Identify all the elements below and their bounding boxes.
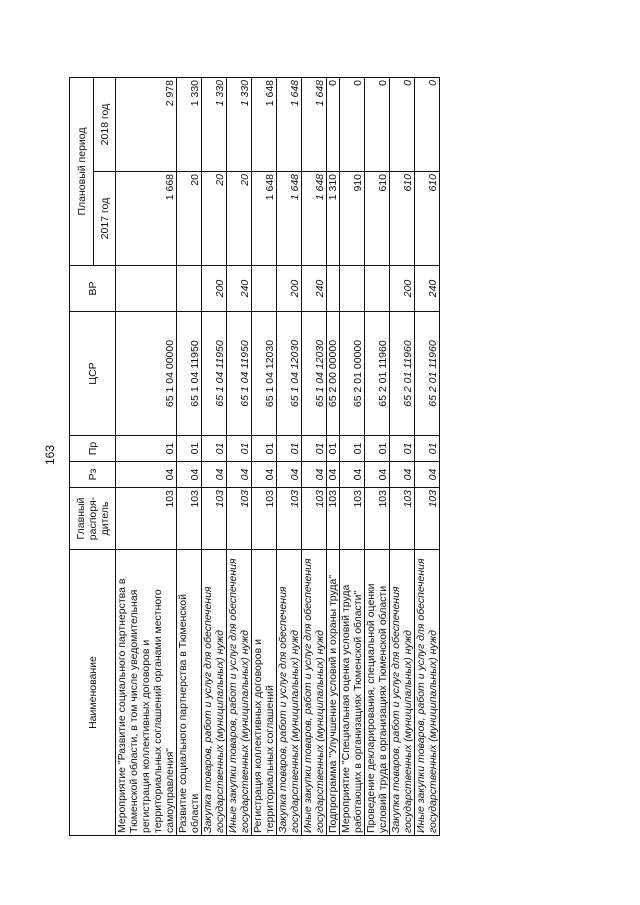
- cell-y2017: 20: [227, 172, 252, 266]
- table-row: [390, 78, 415, 836]
- col-header-pr: Пр: [70, 436, 116, 462]
- cell-csr: 65 1 04 11950: [227, 312, 252, 436]
- cell-pr: 01: [390, 436, 415, 462]
- cell-y2018: 1 648: [252, 78, 277, 172]
- cell-name: Закупка товаров, работ и услуг для обеспечения государственных (муниципальных) нужд: [277, 550, 302, 836]
- cell-pr: 01: [177, 436, 202, 462]
- budget-table: [69, 77, 440, 836]
- cell-gr: 103: [340, 488, 365, 550]
- cell-pr: 01: [327, 436, 340, 462]
- cell-pr: 01: [365, 436, 390, 462]
- cell-pr: 01: [116, 436, 177, 462]
- table-body: [116, 78, 440, 836]
- table-row: [227, 78, 252, 836]
- cell-y2017: 20: [202, 172, 227, 266]
- table-row: [327, 78, 340, 836]
- col-header-csr: ЦСР: [70, 312, 116, 436]
- cell-csr: 65 2 01 11960: [365, 312, 390, 436]
- cell-y2017: 910: [340, 172, 365, 266]
- cell-y2017: 610: [365, 172, 390, 266]
- cell-vr: [340, 266, 365, 312]
- cell-rz: 04: [340, 462, 365, 488]
- cell-y2017: 20: [177, 172, 202, 266]
- cell-y2018: 1 330: [202, 78, 227, 172]
- table-row: [202, 78, 227, 836]
- cell-name: Развитие социального партнерства в Тюменской области: [177, 550, 202, 836]
- table-row: [252, 78, 277, 836]
- cell-vr: 200: [202, 266, 227, 312]
- cell-gr: 103: [302, 488, 327, 550]
- cell-rz: 04: [202, 462, 227, 488]
- cell-vr: [116, 266, 177, 312]
- cell-rz: 04: [227, 462, 252, 488]
- cell-csr: 65 1 04 12030: [302, 312, 327, 436]
- cell-rz: 04: [177, 462, 202, 488]
- cell-gr: 103: [390, 488, 415, 550]
- table-row: [415, 78, 440, 836]
- cell-rz: 04: [390, 462, 415, 488]
- cell-name: Закупка товаров, работ и услуг для обеспечения государственных (муниципальных) нужд: [390, 550, 415, 836]
- cell-vr: [365, 266, 390, 312]
- cell-name: Регистрация коллективных договоров и территориальных соглашений: [252, 550, 277, 836]
- cell-vr: 240: [227, 266, 252, 312]
- cell-pr: 01: [302, 436, 327, 462]
- cell-vr: [177, 266, 202, 312]
- cell-csr: 65 1 04 12030: [277, 312, 302, 436]
- cell-y2017: 610: [390, 172, 415, 266]
- cell-name: Проведение декларирования, специальной оценки условий труда в организациях Тюменской области: [365, 550, 390, 836]
- cell-rz: 04: [116, 462, 177, 488]
- cell-rz: 04: [277, 462, 302, 488]
- cell-pr: 01: [277, 436, 302, 462]
- cell-name: Мероприятие "Развитие социального партнерства в Тюменской области, в том числе уведомительная регистрация коллективных договоров и территориальных соглашений органами местного самоуправления": [116, 550, 177, 836]
- col-header-2017: 2017 год: [94, 172, 116, 266]
- cell-pr: 01: [202, 436, 227, 462]
- cell-rz: 04: [327, 462, 340, 488]
- cell-y2018: 2 978: [116, 78, 177, 172]
- cell-y2018: 0: [327, 78, 340, 172]
- cell-vr: 200: [390, 266, 415, 312]
- cell-y2018: 0: [415, 78, 440, 172]
- col-header-period: Плановый период: [70, 78, 94, 266]
- cell-vr: [252, 266, 277, 312]
- col-header-2018: 2018 год: [94, 78, 116, 172]
- cell-name: Иные закупки товаров, работ и услуг для обеспечения государственных (муниципальных) нужд: [415, 550, 440, 836]
- cell-y2018: 1 648: [302, 78, 327, 172]
- cell-csr: 65 1 04 12030: [252, 312, 277, 436]
- cell-gr: 103: [252, 488, 277, 550]
- cell-y2018: 0: [340, 78, 365, 172]
- cell-pr: 01: [415, 436, 440, 462]
- page-number: 163: [43, 444, 57, 466]
- cell-vr: 240: [302, 266, 327, 312]
- cell-gr: 103: [177, 488, 202, 550]
- cell-csr: 65 2 01 00000: [340, 312, 365, 436]
- col-header-rz: Рз: [70, 462, 116, 488]
- cell-name: Иные закупки товаров, работ и услуг для обеспечения государственных (муниципальных) нужд: [302, 550, 327, 836]
- table-row: [277, 78, 302, 836]
- cell-y2018: 0: [390, 78, 415, 172]
- cell-rz: 04: [302, 462, 327, 488]
- cell-rz: 04: [415, 462, 440, 488]
- cell-pr: 01: [340, 436, 365, 462]
- cell-csr: 65 2 01 11960: [390, 312, 415, 436]
- cell-y2018: 1 330: [227, 78, 252, 172]
- cell-csr: 65 1 04 00000: [116, 312, 177, 436]
- cell-name: Закупка товаров, работ и услуг для обеспечения государственных (муниципальных) нужд: [202, 550, 227, 836]
- cell-gr: 103: [277, 488, 302, 550]
- cell-vr: 200: [277, 266, 302, 312]
- col-header-name: Наименование: [70, 550, 116, 836]
- cell-y2018: 1 648: [277, 78, 302, 172]
- cell-gr: 103: [227, 488, 252, 550]
- cell-y2018: 1 330: [177, 78, 202, 172]
- cell-name: Иные закупки товаров, работ и услуг для обеспечения государственных (муниципальных) нужд: [227, 550, 252, 836]
- cell-csr: 65 1 04 11950: [177, 312, 202, 436]
- cell-y2017: 1 310: [327, 172, 340, 266]
- cell-rz: 04: [252, 462, 277, 488]
- cell-y2017: 1 648: [277, 172, 302, 266]
- table-row: [177, 78, 202, 836]
- cell-csr: 65 2 01 11960: [415, 312, 440, 436]
- col-header-vr: ВР: [70, 266, 116, 312]
- cell-gr: 103: [415, 488, 440, 550]
- table-row: [116, 78, 177, 836]
- table-row: [365, 78, 390, 836]
- table-row: [340, 78, 365, 836]
- table-row: [302, 78, 327, 836]
- cell-gr: 103: [116, 488, 177, 550]
- cell-gr: 103: [327, 488, 340, 550]
- cell-y2017: 1 668: [116, 172, 177, 266]
- col-header-gr: Главный распоря-дитель: [70, 488, 116, 550]
- cell-rz: 04: [365, 462, 390, 488]
- budget-table-rotated: [69, 78, 573, 836]
- cell-y2017: 1 648: [302, 172, 327, 266]
- cell-name: Мероприятие "Специальная оценка условий труда работающих в организациях Тюменской области": [340, 550, 365, 836]
- cell-gr: 103: [202, 488, 227, 550]
- cell-y2018: 0: [365, 78, 390, 172]
- cell-name: Подпрограмма "Улучшение условий и охраны труда": [327, 550, 340, 836]
- cell-vr: [327, 266, 340, 312]
- cell-pr: 01: [227, 436, 252, 462]
- cell-csr: 65 1 04 11950: [202, 312, 227, 436]
- cell-y2017: 1 648: [252, 172, 277, 266]
- cell-vr: 240: [415, 266, 440, 312]
- cell-csr: 65 2 00 00000: [327, 312, 340, 436]
- cell-pr: 01: [252, 436, 277, 462]
- cell-y2017: 610: [415, 172, 440, 266]
- cell-gr: 103: [365, 488, 390, 550]
